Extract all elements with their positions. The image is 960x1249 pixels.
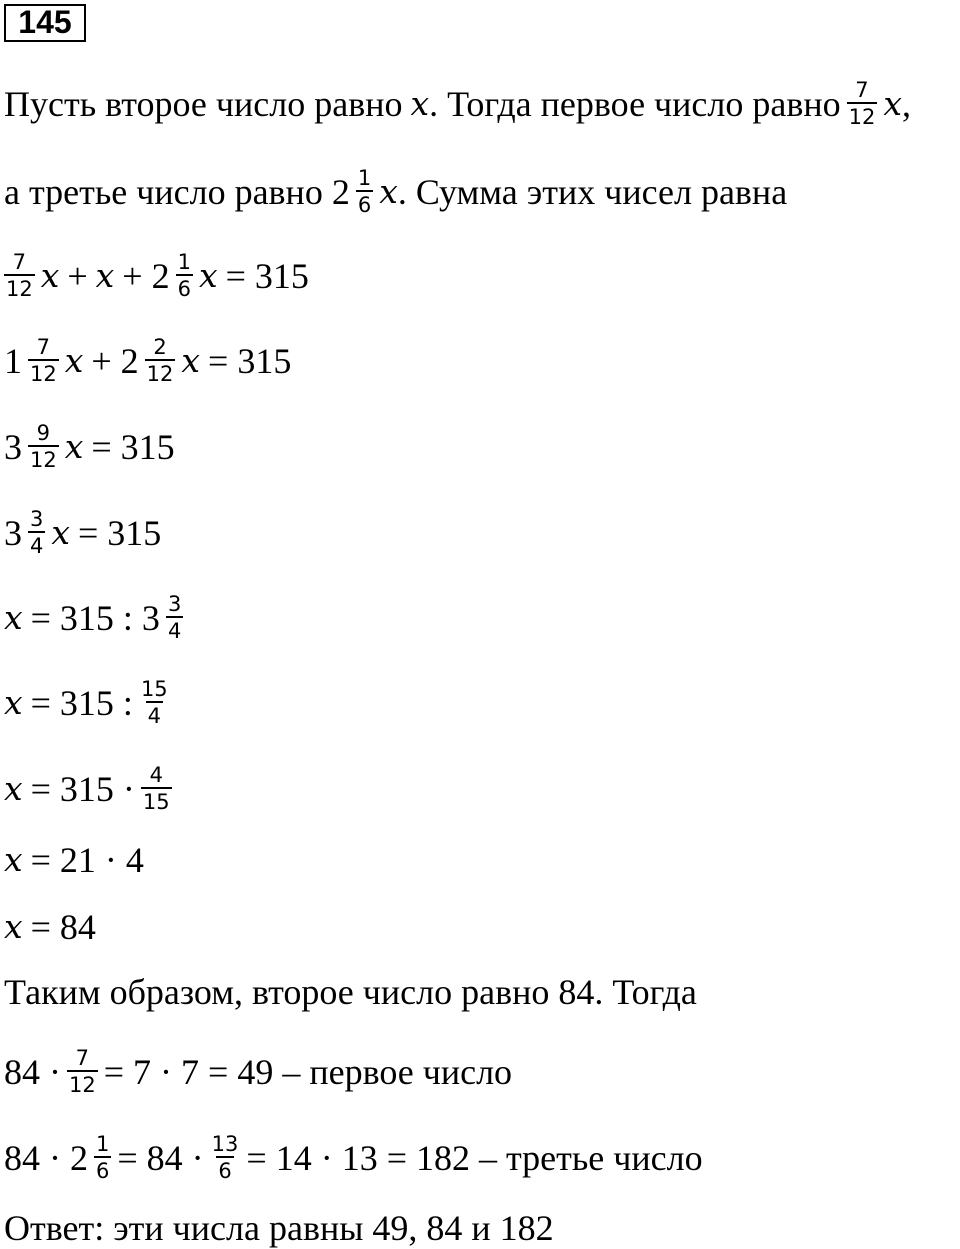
equation-7	[4, 763, 178, 814]
fraction-9-12: $\frac{9}{12}$	[30, 421, 57, 472]
equation-1	[4, 250, 309, 301]
text: ,	[901, 83, 911, 124]
rhs: = 315	[91, 426, 175, 467]
variable-x: x	[883, 83, 902, 123]
fraction-13-6: $\frac{13}{6}$	[211, 1132, 239, 1183]
variable-x: x	[64, 426, 84, 466]
rhs: = 315	[225, 255, 309, 296]
variable-x: x	[181, 340, 201, 380]
variable-x: x	[51, 512, 70, 552]
text: 84 ·	[4, 1051, 61, 1092]
variable-x: x	[379, 171, 398, 211]
variable-x: x	[4, 682, 23, 722]
text: Таким образом, второе число равно 84. Тогда	[4, 972, 697, 1012]
rhs: = 315 :	[30, 682, 133, 723]
rhs: = 315 ·	[30, 768, 135, 809]
fraction-3-4: $\frac{3}{4}$	[167, 592, 182, 643]
rhs: = 315	[208, 340, 292, 381]
answer-text: Ответ: эти числа равны 49, 84 и 182	[4, 1208, 554, 1248]
fraction-1-6: $\frac{1}{6}$	[96, 1132, 110, 1183]
equation-3	[4, 421, 175, 472]
text: а третье число равно 2	[4, 171, 350, 212]
text: = 7 · 7 = 49 – первое число	[103, 1051, 513, 1092]
answer-line	[4, 1208, 554, 1248]
variable-x: x	[64, 340, 84, 380]
fraction-1-6: $\frac{1}{6}$	[177, 250, 191, 301]
text: 84 · 2	[4, 1137, 88, 1178]
fraction-4-15: $\frac{4}{15}$	[142, 763, 170, 814]
variable-x: x	[198, 255, 218, 295]
text: . Сумма этих чисел равна	[397, 171, 788, 212]
text: . Тогда первое число равно	[429, 83, 841, 124]
equation-5	[4, 592, 189, 643]
variable-x: x	[40, 255, 60, 295]
variable-x: x	[4, 907, 23, 946]
fraction-7-12: $\frac{7}{12}$	[30, 335, 57, 386]
equation-4	[4, 507, 161, 558]
equation-8	[4, 840, 144, 880]
equation-9	[4, 907, 96, 947]
operator: + 2	[91, 340, 139, 381]
variable-x: x	[4, 597, 23, 637]
text: = 84 ·	[117, 1137, 204, 1178]
conclusion-line	[4, 972, 697, 1012]
rhs: = 21 · 4	[30, 840, 144, 880]
operator: +	[67, 255, 88, 296]
problem-number: 145	[4, 4, 86, 42]
third-number-calc	[4, 1132, 703, 1183]
variable-x: x	[410, 83, 430, 123]
whole-part: 3	[4, 512, 22, 553]
variable-x: x	[95, 255, 115, 295]
fraction-2-12: $\frac{2}{12}$	[146, 335, 174, 386]
operator: + 2	[122, 255, 170, 296]
intro-line-2	[4, 166, 787, 217]
intro-line-1	[4, 78, 911, 129]
rhs: = 315	[78, 512, 162, 553]
text: = 14 · 13 = 182 – третье число	[246, 1137, 703, 1178]
fraction-15-4: $\frac{15}{4}$	[140, 677, 168, 728]
fraction-7-12: $\frac{7}{12}$	[6, 250, 33, 301]
rhs: = 315 : 3	[30, 597, 160, 638]
whole-part: 3	[4, 426, 22, 467]
fraction-7-12: $\frac{7}{12}$	[69, 1046, 96, 1097]
fraction-3-4: $\frac{3}{4}$	[30, 507, 44, 558]
rhs: = 84	[30, 907, 96, 947]
fraction-7-12: $\frac{7}{12}$	[848, 78, 876, 129]
variable-x: x	[4, 840, 23, 879]
equation-6	[4, 677, 176, 728]
text: Пусть второе число равно	[4, 83, 403, 124]
fraction-1-6: $\frac{1}{6}$	[357, 166, 372, 217]
variable-x: x	[4, 768, 23, 808]
first-number-calc	[4, 1046, 512, 1097]
whole-part: 1	[4, 340, 22, 381]
equation-2	[4, 335, 291, 386]
